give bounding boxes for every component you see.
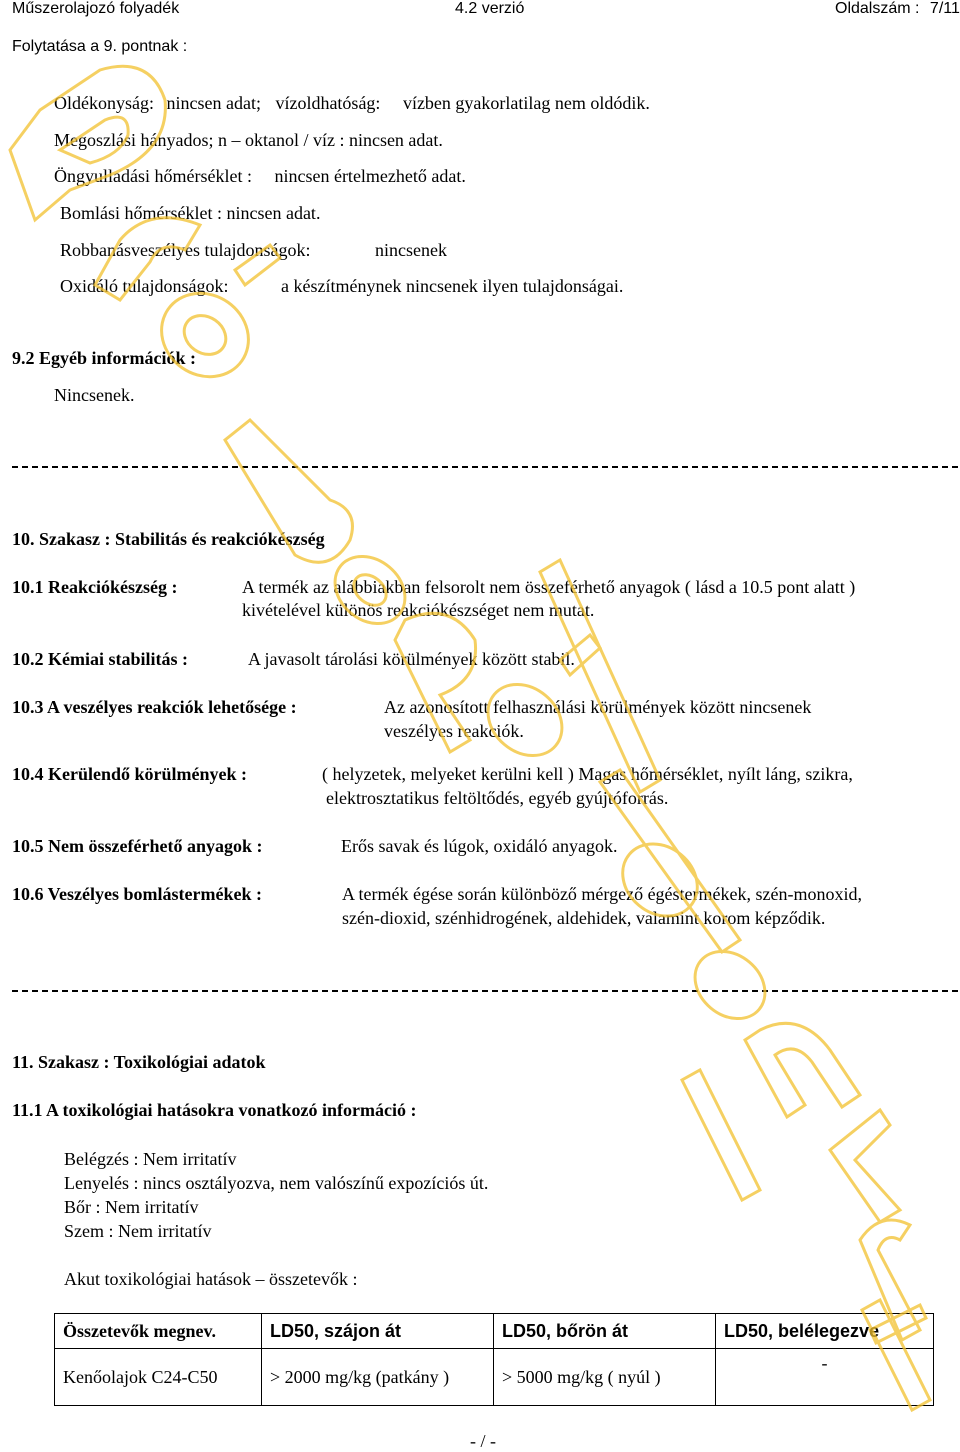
- table-header-cell: LD50, bőrön át: [494, 1314, 716, 1349]
- section-divider: [12, 990, 958, 992]
- section-10-4-line1: ( helyzetek, melyeket kerülni kell ) Magas hőmérséklet, nyílt láng, szikra,: [322, 764, 853, 784]
- autoignition-line: [54, 166, 466, 187]
- section-10-3-line2: veszélyes reakciók.: [384, 721, 524, 741]
- page-value: 7/11: [929, 0, 960, 17]
- water-solubility-label: vízoldhatóság:: [275, 93, 381, 113]
- table-header-cell: LD50, szájon át: [262, 1314, 494, 1349]
- page-footer-marker: - / -: [470, 1431, 496, 1451]
- doc-title: Műszerolajozó folyadék: [12, 0, 180, 17]
- page-number: [835, 0, 960, 18]
- table-row: [55, 1349, 934, 1406]
- version-label: 4.2 verzió: [455, 0, 525, 17]
- skin-line: Bőr : Nem irritatív: [64, 1197, 199, 1217]
- section-11-title: 11. Szakasz : Toxikológiai adatok: [12, 1052, 266, 1072]
- section-10-5-label: 10.5 Nem összeférhető anyagok :: [12, 836, 263, 856]
- table-cell: -: [716, 1349, 934, 1406]
- explosive-line: [60, 240, 310, 261]
- eye-line: Szem : Nem irritatív: [64, 1221, 212, 1241]
- section-10-4-label: 10.4 Kerülendő körülmények :: [12, 764, 248, 784]
- section-10-2-value: A javasolt tárolási körülmények között stabil.: [248, 649, 575, 669]
- section-10-title: 10. Szakasz : Stabilitás és reakciókészség: [12, 529, 325, 549]
- page-label: Oldalszám :: [835, 0, 920, 17]
- partition-coefficient: Megoszlási hányados; n – oktanol / víz : nincsen adat.: [54, 130, 443, 150]
- section-9-2-value: Nincsenek.: [54, 385, 135, 405]
- section-10-2-label: 10.2 Kémiai stabilitás :: [12, 649, 188, 669]
- table-header-cell: Összetevők megnev.: [55, 1314, 262, 1349]
- table-header-cell: LD50, belélegezve: [716, 1314, 934, 1349]
- section-10-1-label: 10.1 Reakciókészség :: [12, 577, 178, 597]
- table-cell: Kenőolajok C24-C50: [55, 1349, 262, 1406]
- explosive-label: Robbanásveszélyes tulajdonságok:: [60, 240, 311, 260]
- oxidizing-label: Oxidáló tulajdonságok:: [60, 276, 229, 296]
- section-11-1-title: 11.1 A toxikológiai hatásokra vonatkozó információ :: [12, 1100, 417, 1120]
- solubility-value: nincsen adat;: [166, 93, 261, 113]
- section-10-3-line1: Az azonosított felhasználási körülmények között nincsenek: [384, 697, 812, 717]
- section-9-2-title: 9.2 Egyéb információk :: [12, 348, 196, 368]
- section-10-4-line2: elektrosztatikus feltöltődés, egyéb gyújtóforrás.: [326, 788, 669, 808]
- autoignition-value: nincsen értelmezhető adat.: [274, 166, 466, 186]
- explosive-value: nincsenek: [375, 240, 447, 260]
- section-10-1-line2: kivételével különös reakciókészséget nem mutat.: [242, 600, 595, 620]
- water-solubility-value: vízben gyakorlatilag nem oldódik.: [402, 93, 650, 113]
- section-divider: [12, 466, 958, 468]
- section-10-6-line1: A termék égése során különböző mérgező égéstermékek, szén-monoxid,: [342, 884, 862, 904]
- table-cell: > 2000 mg/kg (patkány ): [262, 1349, 494, 1406]
- section-10-6-label: 10.6 Veszélyes bomlástermékek :: [12, 884, 262, 904]
- section-10-3-label: 10.3 A veszélyes reakciók lehetősége :: [12, 697, 297, 717]
- oxidizing-value: a készítménynek nincsenek ilyen tulajdonságai.: [281, 276, 624, 296]
- inhalation-line: Belégzés : Nem irritatív: [64, 1149, 237, 1169]
- ingestion-line: Lenyelés : nincs osztályozva, nem valószínű expozíciós út.: [64, 1173, 489, 1193]
- section-10-1-line1: A termék az alábbiakban felsorolt nem összeférhető anyagok ( lásd a 10.5 pont alatt ): [242, 577, 856, 597]
- decomposition-temp: Bomlási hőmérséklet : nincsen adat.: [60, 203, 321, 223]
- autoignition-label: Öngyulladási hőmérséklet :: [54, 166, 252, 186]
- solubility-line: [54, 93, 650, 114]
- acute-tox-heading: Akut toxikológiai hatások – összetevők :: [64, 1269, 358, 1289]
- solubility-label: Oldékonyság:: [54, 93, 154, 113]
- toxicity-table: [54, 1313, 934, 1406]
- table-cell: > 5000 mg/kg ( nyúl ): [494, 1349, 716, 1406]
- continuation-note: Folytatása a 9. pontnak :: [12, 38, 188, 55]
- table-header-row: [55, 1314, 934, 1349]
- section-10-6-line2: szén-dioxid, szénhidrogének, aldehidek, valamint korom képződik.: [342, 908, 826, 928]
- section-10-5-value: Erős savak és lúgok, oxidáló anyagok.: [341, 836, 618, 856]
